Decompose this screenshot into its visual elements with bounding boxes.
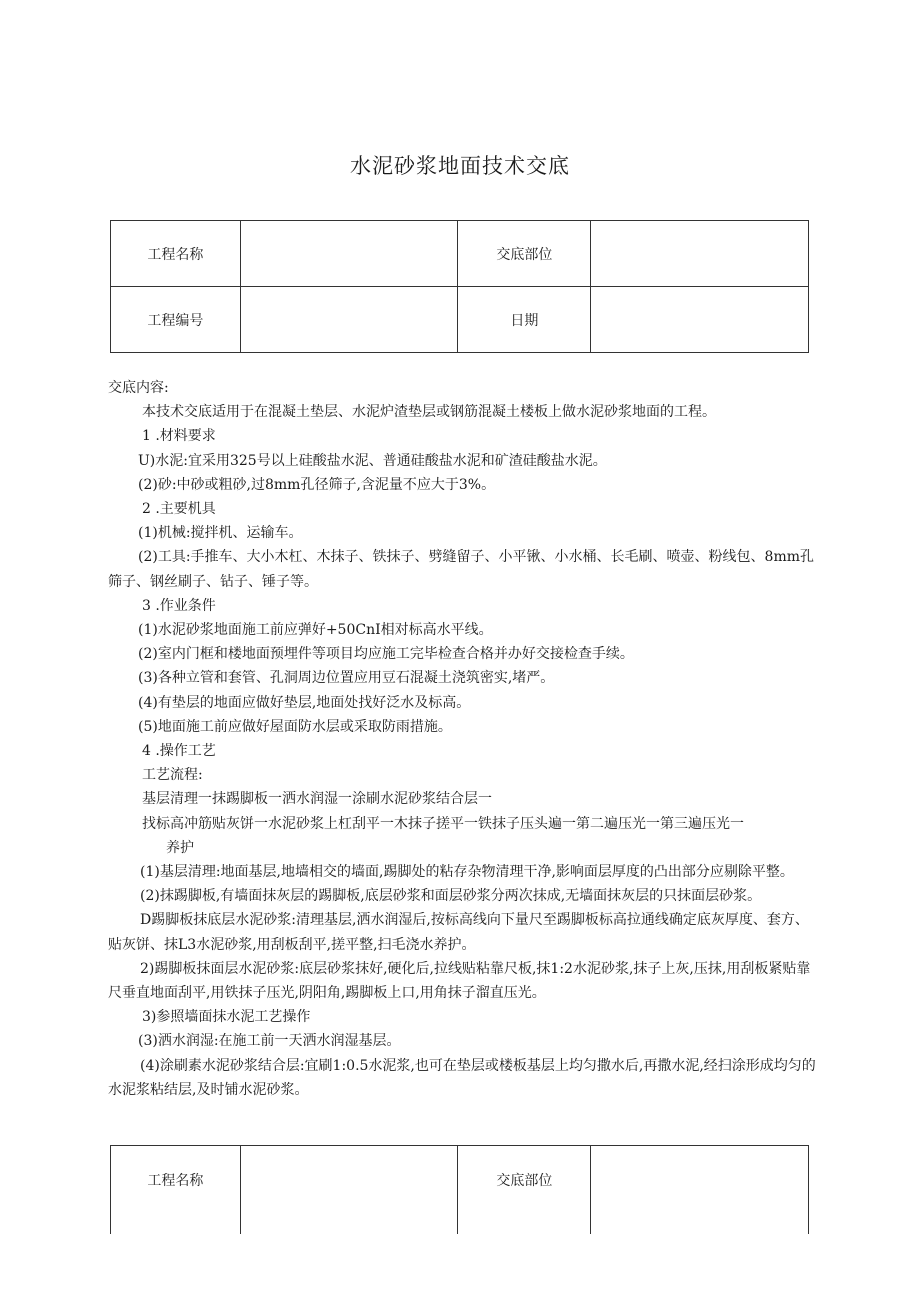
list-item: U)水泥:宜采用325号以上硅酸盐水泥、普通硅酸盐水泥和矿渣硅酸盐水泥。	[138, 452, 607, 469]
list-item: (4)有垫层的地面应做好垫层,地面处找好泛水及标高。	[138, 694, 471, 711]
handover-part-label: 交底部位	[458, 221, 591, 287]
project-name-label: 工程名称	[111, 1146, 241, 1235]
date-label: 日期	[458, 287, 591, 353]
step-paragraph: (3)洒水润湿:在施工前一天洒水润湿基层。	[138, 1033, 401, 1050]
content-heading: 交底内容:	[108, 380, 169, 396]
intro-paragraph: 本技术交底适用于在混凝土垫层、水泥炉渣垫层或钢筋混凝土楼板上做水泥砂浆地面的工程。	[142, 404, 716, 421]
table-row	[111, 221, 809, 287]
project-name-value	[240, 1146, 458, 1235]
list-item: (1)水泥砂浆地面施工前应弹好+50CnI相对标高水平线。	[138, 622, 493, 639]
list-item: (2)工具:手推车、大小木杠、木抹子、铁抹子、劈缝留子、小平锹、小水桶、长毛刷、喷壶、粉线包、8mm孔筛子、钢丝刷子、钻子、锤子等。	[108, 549, 815, 590]
table-row	[111, 1146, 809, 1235]
section-heading: 2 .主要机具	[142, 501, 216, 518]
step-paragraph: 2)踢脚板抹面层水泥砂浆:底层砂浆抹好,硬化后,拉线贴粘靠尺板,抹1:2水泥砂浆,抹子上灰,压抹,用刮板紧贴靠尺垂直地面刮平,用铁抹子压光,阴阳角,踢脚板上口,用角抹子溜直压光。	[108, 960, 811, 1002]
handover-part-value	[591, 221, 809, 287]
process-flow-line: 找标高冲筋贴灰饼一水泥砂浆上杠刮平一木抹子搓平一铁抹子压头遍一第二遍压光一第三遍压光一	[142, 815, 744, 832]
handover-part-value	[591, 1146, 809, 1235]
process-flow-line: 养护	[166, 839, 194, 856]
list-item: (3)各种立管和套管、孔洞周边位置应用豆石混凝土浇筑密实,堵严。	[138, 670, 555, 687]
footer-info-table	[110, 1145, 809, 1234]
process-flow-line: 基层清理一抹踢脚板一洒水润湿一涂刷水泥砂浆结合层一	[142, 791, 492, 808]
step-paragraph: 3)参照墙面抹水泥工艺操作	[142, 1009, 311, 1026]
section-heading: 4 .操作工艺	[142, 743, 216, 760]
step-paragraph: (2)抹踢脚板,有墙面抹灰层的踢脚板,底层砂浆和面层砂浆分两次抹成,无墙面抹灰层的只抹面层砂浆。	[140, 888, 762, 905]
project-name-value	[240, 221, 458, 287]
step-paragraph: (4)涂刷素水泥砂浆结合层:宜刷1:0.5水泥浆,也可在垫层或楼板基层上均匀撒水后,再撒水泥,经扫涂形成均匀的水泥浆粘结层,及时铺水泥砂浆。	[108, 1057, 816, 1098]
step-paragraph: D踢脚板抹底层水泥砂浆:清理基层,洒水润湿后,按标高线向下量尺至踢脚板标高拉通线确定底灰厚度、套方、贴灰饼、抹L3水泥砂浆,用刮板刮平,搓平整,扫毛浇水养护。	[108, 912, 809, 953]
list-item: (5)地面施工前应做好屋面防水层或采取防雨措施。	[138, 718, 452, 735]
list-item: (2)室内门框和楼地面预埋件等项目均应施工完毕检查合格并办好交接检查手续。	[138, 646, 634, 663]
project-name-label: 工程名称	[111, 221, 241, 287]
section-heading: 3 .作业条件	[142, 597, 216, 614]
project-number-value	[240, 287, 458, 353]
flow-label: 工艺流程:	[142, 767, 203, 784]
page-title: 水泥砂浆地面技术交底	[350, 154, 570, 178]
list-item: (1)机械:搅拌机、运输车。	[138, 525, 303, 542]
table-row	[111, 287, 809, 353]
step-paragraph: (1)基层清理:地面基层,地墙相交的墙面,踢脚处的粘存杂物清理干净,影响面层厚度的凸出部分应剔除平整。	[140, 864, 794, 881]
handover-part-label: 交底部位	[458, 1146, 591, 1235]
date-value	[591, 287, 809, 353]
project-number-label: 工程编号	[111, 287, 241, 353]
section-heading: 1 .材料要求	[142, 428, 216, 445]
list-item: (2)砂:中砂或粗砂,过8mm孔径筛子,含泥量不应大于3%。	[138, 476, 496, 493]
header-info-table	[110, 220, 809, 353]
handover-content	[108, 376, 820, 1102]
